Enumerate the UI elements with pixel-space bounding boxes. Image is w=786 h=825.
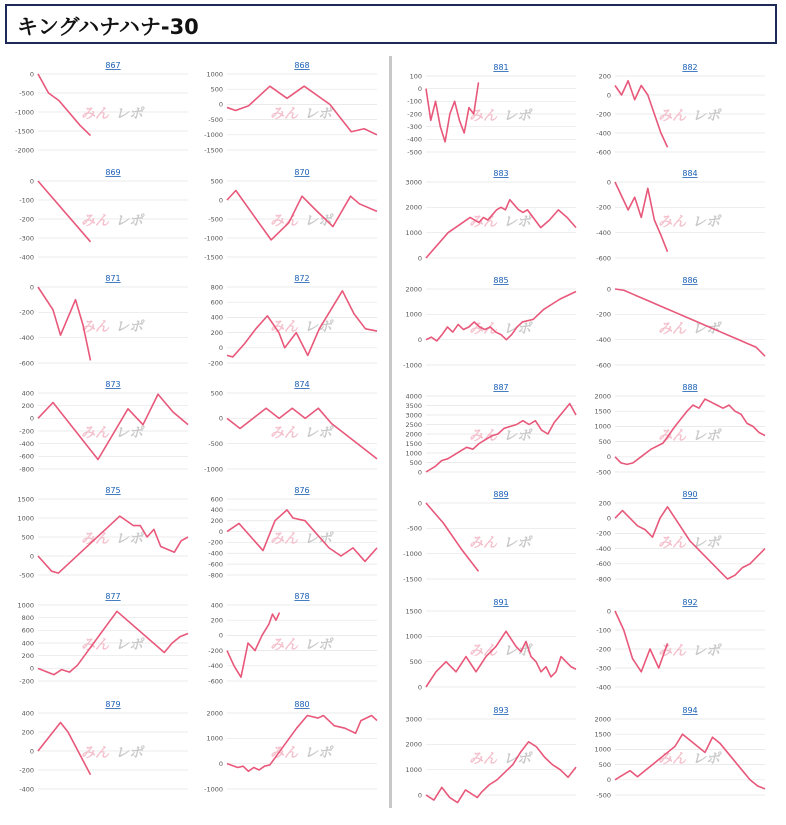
series-line [615,507,765,579]
watermark-logo-right: レポ [304,213,332,229]
y-tick-label: -500 [407,524,422,533]
chart-title-link[interactable]: 875 [105,486,121,495]
y-tick-label: -500 [596,791,611,800]
watermark-logo-left: みん [469,108,497,124]
chart-title-link[interactable]: 894 [682,706,698,715]
watermark-logo-left: みん [469,214,497,230]
watermark-logo-left: みん [81,213,109,229]
chart-title-link[interactable]: 889 [493,490,509,499]
chart-876 [197,483,387,587]
y-tick-label: -300 [19,234,34,243]
chart-886 [585,273,775,377]
chart-871 [8,271,198,375]
y-tick-label: 500 [598,760,611,769]
chart-889 [396,487,586,591]
y-tick-label: 500 [598,437,611,446]
y-tick-label: -200 [596,310,611,319]
y-tick-label: 0 [417,254,422,263]
series-line [615,289,765,356]
y-tick-label: -600 [208,560,223,569]
watermark-logo-left: みん [270,213,298,229]
y-tick-label: 600 [210,495,223,504]
y-tick-label: -1000 [403,549,422,558]
watermark-logo-right: レポ [115,745,143,761]
y-tick-label: 2500 [405,420,422,429]
watermark-logo-left: みん [81,319,109,335]
chart-title-link[interactable]: 885 [493,276,509,285]
chart-title-link[interactable]: 872 [294,274,310,283]
y-tick-label: -400 [596,683,611,692]
y-tick-label: -200 [596,529,611,538]
y-tick-label: 400 [210,601,223,610]
watermark-logo-left: みん [270,745,298,761]
chart-title-link[interactable]: 892 [682,598,698,607]
watermark-logo-left: みん [81,531,109,547]
chart-881 [396,60,586,164]
watermark-logo-right: レポ [115,637,143,653]
watermark-logo-left: みん [658,751,686,767]
y-tick-label: -200 [407,110,422,119]
y-tick-label: -100 [19,196,34,205]
y-tick-label: -1000 [204,131,223,140]
y-tick-label: -400 [407,135,422,144]
y-tick-label: -800 [19,465,34,474]
y-tick-label: 1500 [594,730,611,739]
y-tick-label: 1500 [594,407,611,416]
watermark-logo-left: みん [270,319,298,335]
y-tick-label: -200 [208,359,223,368]
series-line [227,191,377,240]
chart-873 [8,377,198,481]
chart-title-link[interactable]: 873 [105,380,121,389]
y-tick-label: 2000 [405,285,422,294]
chart-title-link[interactable]: 880 [294,700,310,709]
y-tick-label: 2000 [594,715,611,724]
watermark-logo-left: みん [469,321,497,337]
watermark-logo-left: みん [81,637,109,653]
chart-872 [197,271,387,375]
y-tick-label: 200 [21,651,34,660]
y-tick-label: 600 [21,626,34,635]
watermark-logo-left: みん [658,108,686,124]
y-tick-label: -200 [19,677,34,686]
page-title-box [5,4,777,44]
series-line [38,394,188,459]
y-tick-label: 500 [409,657,422,666]
chart-title-link[interactable]: 878 [294,592,310,601]
y-tick-label: -800 [596,575,611,584]
y-tick-label: -200 [596,110,611,119]
y-tick-label: 1500 [405,439,422,448]
watermark-logo-right: レポ [692,535,720,551]
y-tick-label: -200 [596,645,611,654]
chart-title-link[interactable]: 868 [294,61,310,70]
chart-869 [8,165,198,269]
y-tick-label: 600 [210,298,223,307]
watermark-logo-right: レポ [304,106,332,122]
y-tick-label: -1500 [204,253,223,262]
chart-870 [197,165,387,269]
y-tick-label: 1000 [405,228,422,237]
watermark-logo-right: レポ [692,643,720,659]
watermark-logo-right: レポ [692,428,720,444]
watermark-logo-right: レポ [304,531,332,547]
y-tick-label: -400 [596,544,611,553]
y-tick-label: 200 [598,499,611,508]
watermark-logo-left: みん [469,535,497,551]
y-tick-label: -2000 [15,146,34,155]
y-tick-label: -100 [596,626,611,635]
chart-894 [585,703,775,807]
y-tick-label: 200 [210,616,223,625]
watermark-logo-left: みん [270,531,298,547]
watermark-logo-right: レポ [115,319,143,335]
chart-892 [585,595,775,699]
y-tick-label: 3000 [405,411,422,420]
chart-887 [396,380,586,484]
y-tick-label: 1000 [206,70,223,79]
chart-title-link[interactable]: 867 [105,61,121,70]
y-tick-label: 0 [606,178,611,187]
watermark-logo-right: レポ [692,214,720,230]
y-tick-label: -200 [596,203,611,212]
chart-title-link[interactable]: 887 [493,383,509,392]
chart-884 [585,166,775,270]
chart-title-link[interactable]: 882 [682,63,698,72]
series-line [426,404,576,472]
chart-875 [8,483,198,587]
y-tick-label: 1000 [405,310,422,319]
y-tick-label: 0 [218,759,223,768]
watermark-logo-right: レポ [115,106,143,122]
y-tick-label: -1500 [403,575,422,584]
y-tick-label: 200 [21,728,34,737]
y-tick-label: 0 [29,414,34,423]
series-line [38,74,91,136]
y-tick-label: 1000 [405,632,422,641]
chart-878 [197,589,387,693]
y-tick-label: -400 [208,549,223,558]
chart-title-link[interactable]: 870 [294,168,310,177]
series-line [227,510,377,562]
y-tick-label: 0 [29,177,34,186]
y-tick-label: 0 [218,196,223,205]
y-tick-label: -400 [596,335,611,344]
y-tick-label: 1500 [17,495,34,504]
watermark-logo-right: レポ [304,319,332,335]
series-line [426,200,576,258]
watermark-logo-right: レポ [692,108,720,124]
y-tick-label: 0 [417,84,422,93]
y-tick-label: -600 [596,361,611,370]
series-line [38,516,188,573]
series-line [38,181,91,242]
y-tick-label: 0 [417,468,422,477]
y-tick-label: 100 [409,72,422,81]
y-tick-label: 0 [29,552,34,561]
y-tick-label: 400 [210,313,223,322]
series-line [615,611,668,672]
watermark-logo-left: みん [658,428,686,444]
watermark-logo-left: みん [270,425,298,441]
y-tick-label: 3000 [405,178,422,187]
y-tick-label: 2000 [594,392,611,401]
chart-893 [396,703,586,807]
y-tick-label: 0 [218,631,223,640]
y-tick-label: 0 [606,607,611,616]
y-tick-label: -500 [208,215,223,224]
y-tick-label: 500 [210,85,223,94]
chart-882 [585,60,775,164]
y-tick-label: 0 [417,499,422,508]
y-tick-label: -1000 [403,361,422,370]
y-tick-label: 1000 [405,765,422,774]
y-tick-label: -600 [596,148,611,157]
y-tick-label: -600 [596,254,611,263]
chart-867 [8,58,198,162]
y-tick-label: 1000 [405,449,422,458]
y-tick-label: 200 [210,517,223,526]
y-tick-label: 0 [606,453,611,462]
chart-title-link[interactable]: 871 [105,274,121,283]
y-tick-label: -1000 [204,465,223,474]
y-tick-label: 2000 [405,203,422,212]
y-tick-label: 1000 [594,745,611,754]
chart-880 [197,697,387,801]
series-line [227,291,377,357]
series-line [227,86,377,135]
watermark-logo-left: みん [270,106,298,122]
chart-title-link[interactable]: 874 [294,380,310,389]
y-tick-label: -1500 [15,127,34,136]
chart-title-link[interactable]: 888 [682,383,698,392]
y-tick-label: 0 [417,683,422,692]
watermark-logo-right: レポ [304,637,332,653]
y-tick-label: -200 [208,646,223,655]
watermark-logo-right: レポ [503,108,531,124]
y-tick-label: -400 [596,129,611,138]
y-tick-label: 1500 [405,607,422,616]
y-tick-label: 0 [29,747,34,756]
y-tick-label: 800 [210,283,223,292]
y-tick-label: 0 [417,791,422,800]
watermark-logo-right: レポ [503,321,531,337]
series-line [227,408,377,459]
y-tick-label: -200 [19,215,34,224]
chart-title-link[interactable]: 877 [105,592,121,601]
y-tick-label: -400 [596,228,611,237]
y-tick-label: 200 [21,401,34,410]
series-line [615,399,765,464]
chart-888 [585,380,775,484]
y-tick-label: -600 [19,359,34,368]
y-tick-label: -500 [19,571,34,580]
y-tick-label: 0 [218,414,223,423]
y-tick-label: -300 [596,664,611,673]
y-tick-label: 500 [210,177,223,186]
y-tick-label: 3000 [405,715,422,724]
y-tick-label: -500 [596,468,611,477]
y-tick-label: -100 [407,97,422,106]
y-tick-label: 500 [210,389,223,398]
watermark-logo-left: みん [270,637,298,653]
watermark-logo-left: みん [469,643,497,659]
y-tick-label: 400 [21,639,34,648]
chart-title-link[interactable]: 883 [493,169,509,178]
y-tick-label: 0 [29,70,34,79]
y-tick-label: -1000 [204,785,223,794]
watermark-logo-left: みん [658,535,686,551]
chart-title-link[interactable]: 876 [294,486,310,495]
chart-885 [396,273,586,377]
y-tick-label: -600 [208,677,223,686]
y-tick-label: 0 [606,514,611,523]
y-tick-label: 400 [21,709,34,718]
watermark-logo-right: レポ [115,213,143,229]
y-tick-label: 0 [606,776,611,785]
y-tick-label: 400 [21,389,34,398]
y-tick-label: -600 [596,560,611,569]
y-tick-label: -1500 [204,146,223,155]
y-tick-label: 400 [210,506,223,515]
y-tick-label: 2000 [206,709,223,718]
column-divider [389,56,392,808]
watermark-logo-left: みん [469,751,497,767]
watermark-logo-right: レポ [304,745,332,761]
chart-title-link[interactable]: 893 [493,706,509,715]
chart-879 [8,697,198,801]
y-tick-label: -1000 [204,234,223,243]
watermark-logo-left: みん [81,745,109,761]
chart-title-link[interactable]: 886 [682,276,698,285]
y-tick-label: -200 [19,427,34,436]
series-line [227,716,377,772]
y-tick-label: -300 [407,122,422,131]
y-tick-label: 2000 [405,430,422,439]
y-tick-label: -400 [19,253,34,262]
y-tick-label: -400 [19,439,34,448]
y-tick-label: 0 [417,335,422,344]
watermark-logo-right: レポ [115,531,143,547]
chart-title-link[interactable]: 869 [105,168,121,177]
watermark-logo-left: みん [469,428,497,444]
watermark-logo-right: レポ [503,535,531,551]
watermark-logo-right: レポ [692,321,720,337]
watermark-logo-left: みん [658,214,686,230]
watermark-logo-left: みん [658,321,686,337]
y-tick-label: -500 [208,115,223,124]
watermark-logo-right: レポ [503,751,531,767]
y-tick-label: 0 [29,664,34,673]
y-tick-label: 0 [29,283,34,292]
y-tick-label: 4000 [405,392,422,401]
chart-title-link[interactable]: 891 [493,598,509,607]
y-tick-label: 500 [21,533,34,542]
chart-title-link[interactable]: 881 [493,63,509,72]
y-tick-label: 0 [606,285,611,294]
chart-868 [197,58,387,162]
watermark-logo-left: みん [81,425,109,441]
watermark-logo-left: みん [658,643,686,659]
y-tick-label: -500 [407,148,422,157]
watermark-logo-right: レポ [115,425,143,441]
chart-883 [396,166,586,270]
y-tick-label: -400 [19,785,34,794]
y-tick-label: 1000 [17,601,34,610]
chart-title-link[interactable]: 890 [682,490,698,499]
chart-891 [396,595,586,699]
watermark-logo-right: レポ [304,425,332,441]
y-tick-label: -200 [208,538,223,547]
y-tick-label: 2000 [405,740,422,749]
series-line [426,631,576,687]
y-tick-label: 3500 [405,401,422,410]
y-tick-label: 500 [409,458,422,467]
watermark-logo-right: レポ [503,643,531,659]
y-tick-label: -400 [19,333,34,342]
watermark-logo-left: みん [81,106,109,122]
watermark-logo-right: レポ [692,751,720,767]
y-tick-label: 1000 [17,514,34,523]
y-tick-label: -200 [19,308,34,317]
y-tick-label: -200 [19,766,34,775]
chart-877 [8,589,198,693]
chart-title-link[interactable]: 879 [105,700,121,709]
chart-title-link[interactable]: 884 [682,169,698,178]
series-line [615,734,765,789]
y-tick-label: 0 [218,100,223,109]
y-tick-label: 200 [210,328,223,337]
watermark-logo-right: レポ [503,214,531,230]
y-tick-label: 200 [598,72,611,81]
series-line [426,742,576,803]
chart-890 [585,487,775,591]
y-tick-label: 0 [606,91,611,100]
y-tick-label: 800 [21,613,34,622]
y-tick-label: -500 [208,439,223,448]
y-tick-label: 1000 [594,422,611,431]
y-tick-label: -500 [19,89,34,98]
watermark-logo-right: レポ [503,428,531,444]
y-tick-label: -800 [208,571,223,580]
page-title: キングハナハナ-30 [17,15,199,39]
series-line [38,287,91,360]
y-tick-label: 0 [218,527,223,536]
y-tick-label: -600 [19,452,34,461]
series-line [426,292,576,341]
chart-874 [197,377,387,481]
y-tick-label: 0 [218,344,223,353]
y-tick-label: -1000 [15,108,34,117]
y-tick-label: 1000 [206,734,223,743]
y-tick-label: -400 [208,662,223,671]
